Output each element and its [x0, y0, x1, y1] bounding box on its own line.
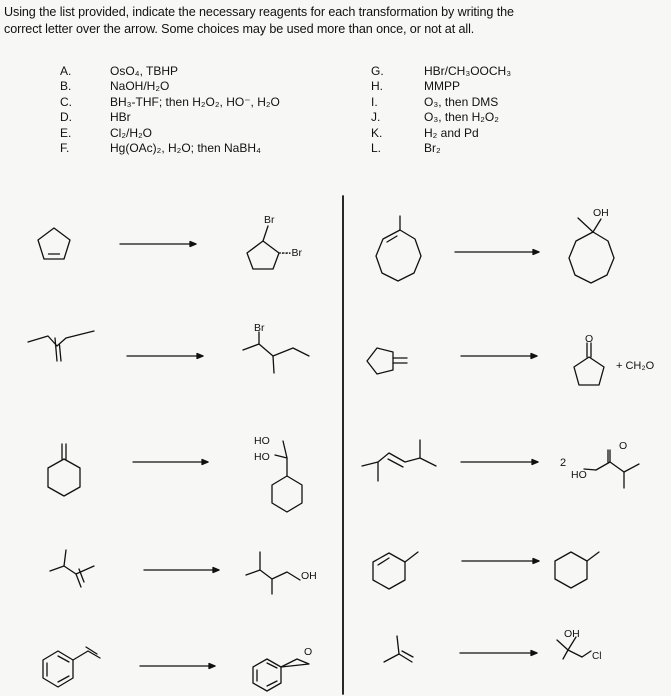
diol-structure — [254, 435, 302, 512]
methylenecyclopentane-structure — [367, 348, 407, 374]
arrow-9[interactable] — [462, 559, 539, 564]
bromomethylbutane-structure — [243, 322, 309, 373]
methylenecyclohexane-structure — [48, 444, 80, 496]
methylcyclohexane-structure — [555, 552, 599, 588]
reagent-text: Hg(OAc)₂, H₂O; then NaBH₄ — [110, 140, 261, 155]
arrow-3[interactable] — [133, 460, 208, 465]
reagent-text: NaOH/H₂O — [110, 79, 170, 94]
dibromocyclopentane-structure — [247, 214, 302, 269]
arrow-6[interactable] — [455, 250, 539, 255]
br-label: Br — [254, 322, 265, 334]
trisubstituted-alkene-structure — [50, 550, 94, 587]
methylcycloheptanol-structure — [569, 207, 614, 283]
instructions-line-1: Using the list provided, indicate the necessary reagents for each transformation by writing the — [4, 5, 514, 19]
reagent-letter: I. — [371, 94, 378, 109]
reagent-text: OsO₄, TBHP — [110, 64, 179, 78]
reaction-arrows — [120, 242, 539, 669]
reagent-text: BH₃-THF; then H₂O₂, HO⁻, H₂O — [110, 94, 280, 109]
br-label: ···Br — [281, 247, 302, 259]
ho-label: HO — [254, 451, 270, 463]
oh-label: OH — [301, 570, 317, 582]
cyclopentanone-structure — [574, 333, 655, 385]
reagent-letter: G. — [371, 64, 384, 78]
arrow-2[interactable] — [127, 354, 203, 359]
reagent-letter: E. — [60, 125, 72, 140]
coefficient-label: 2 — [560, 457, 567, 469]
cl-label: Cl — [592, 651, 602, 662]
arrow-8[interactable] — [461, 460, 538, 465]
methylbutene-structure — [28, 331, 94, 361]
cyclopentene-structure — [38, 228, 70, 259]
reagent-letter: F. — [60, 140, 70, 155]
carboxylic-acid-structure — [560, 440, 639, 488]
ho-label: HO — [254, 435, 270, 447]
reagent-letter: L. — [371, 140, 382, 155]
tetrasubstituted-alkene-structure — [362, 440, 436, 481]
br-label: Br — [264, 214, 275, 226]
reagent-letter: A. — [60, 64, 72, 78]
reagent-text: HBr — [110, 110, 131, 125]
oh-label: OH — [593, 207, 609, 219]
reagent-letter: B. — [60, 79, 72, 94]
arrow-10[interactable] — [460, 651, 537, 656]
methylcycloheptene-structure — [376, 216, 421, 281]
methylcyclohexene-structure — [373, 552, 418, 589]
o-label: O — [304, 646, 313, 658]
arrow-5[interactable] — [140, 664, 215, 669]
reagent-text: O₃, then H₂O₂ — [424, 110, 499, 125]
reagent-letter: K. — [371, 125, 383, 140]
o-label: O — [585, 333, 594, 345]
arrow-7[interactable] — [461, 354, 537, 359]
isobutylene-structure — [384, 636, 413, 662]
reagent-letter: H. — [371, 79, 383, 94]
reagent-letter: D. — [60, 110, 72, 125]
chlorohydrin-structure — [557, 628, 601, 662]
styrene-structure — [43, 647, 100, 687]
styrene-oxide-structure — [253, 646, 312, 691]
reagent-text: O₃, then DMS — [424, 94, 499, 109]
reagent-text: HBr/CH₃OOCH₃ — [424, 64, 512, 78]
reagent-letter: C. — [60, 94, 72, 109]
instructions-line-2: correct letter over the arrow. Some choices may be used more than once, or not at all. — [4, 21, 475, 36]
arrow-1[interactable] — [120, 242, 196, 247]
reagent-text: H₂ and Pd — [424, 125, 479, 140]
ho-label: HO — [571, 469, 587, 481]
reagent-text: MMPP — [424, 79, 460, 94]
oh-label: OH — [564, 628, 580, 640]
reagent-text: Br₂ — [424, 140, 441, 155]
reagent-text: Cl₂/H₂O — [110, 125, 152, 140]
arrow-4[interactable] — [144, 568, 219, 573]
formaldehyde-label: + CH₂O — [616, 360, 655, 372]
reagent-letter: J. — [371, 110, 381, 125]
alcohol-structure — [246, 552, 317, 594]
o-label: O — [619, 440, 628, 452]
